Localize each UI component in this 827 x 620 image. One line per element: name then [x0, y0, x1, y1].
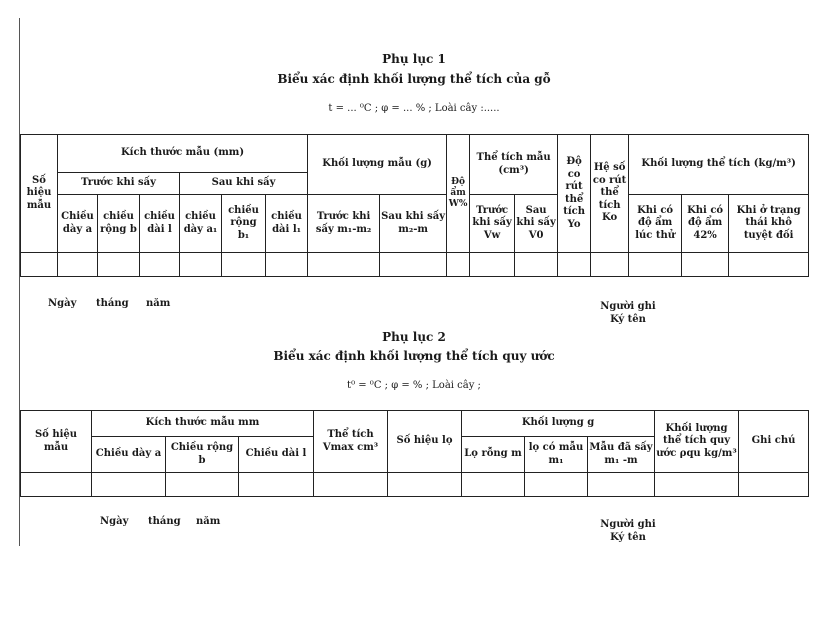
appendix1-title: Biểu xác định khối lượng thể tích của gỗ [277, 72, 551, 86]
appendix2-title: Biểu xác định khối lượng thể tích quy ước [273, 349, 555, 363]
col-do-am: Độ ẩm W% [447, 135, 470, 253]
col-do-co-rut: Độ co rút thể tích Yo [558, 135, 591, 253]
col2-lo-co-mau: lọ có mẫu m₁ [525, 437, 588, 473]
appendix2-conditions: t⁰ = ⁰C ; φ = % ; Loài cây ; [347, 380, 481, 391]
col-kl-sau-khi-say: Sau khi sấy m₂-m [380, 195, 447, 253]
appendix1-conditions: t = ... ⁰C ; φ = ... % ; Loài cây :..... [328, 103, 500, 114]
appendix2-date-line [100, 516, 220, 527]
table-row [21, 473, 809, 497]
col2-chieu-day: Chiều dày a [92, 437, 166, 473]
date-day-label: Ngày [48, 298, 77, 309]
col-tt-truoc-khi-say: Trước khi sấy Vw [470, 195, 515, 253]
col2-so-hieu-lo: Số hiệu lọ [388, 411, 462, 473]
col-chieu-day-a: Chiều dày a [58, 195, 98, 253]
col2-chieu-dai: Chiều dài l [239, 437, 314, 473]
date-day-label: Ngày [100, 516, 129, 527]
signer-sign: Ký tên [610, 314, 646, 325]
col2-khoi-luong: Khối lượng g [462, 411, 655, 437]
col2-the-tich: Thể tích Vmax cm³ [314, 411, 388, 473]
col-he-so-co-rut: Hệ số co rút thể tích Ko [591, 135, 629, 253]
appendix2-signer [588, 518, 668, 544]
signer-sign: Ký tên [610, 532, 646, 543]
col2-lo-rong: Lọ rỗng m [462, 437, 525, 473]
signer-role: Người ghi [600, 301, 656, 312]
col-khoi-luong-mau: Khối lượng mẫu (g) [308, 135, 447, 195]
col-ktt-kho: Khi ở trạng thái khô tuyệt đối [729, 195, 809, 253]
table-row [21, 253, 809, 277]
col-chieu-dai-l: chiều dài l [140, 195, 180, 253]
col-chieu-day-a1: chiều dày a₁ [180, 195, 222, 253]
col2-chieu-rong: Chiều rộng b [166, 437, 239, 473]
col-truoc-khi-say: Trước khi sấy [58, 173, 180, 195]
col-so-hieu-mau: Số hiệu mẫu [21, 135, 58, 253]
signer-role: Người ghi [600, 519, 656, 530]
col2-ghi-chu: Ghi chú [739, 411, 809, 473]
col2-mau-da-say: Mẫu đã sấy m₁ -m [588, 437, 655, 473]
col-tt-sau-khi-say: Sau khi sấy V0 [515, 195, 558, 253]
col-the-tich-mau: Thể tích mẫu (cm³) [470, 135, 558, 195]
col2-so-hieu-mau: Số hiệu mẫu [21, 411, 92, 473]
col-chieu-dai-l1: chiều dài l₁ [266, 195, 308, 253]
appendix2-heading: Phụ lục 2 [382, 330, 446, 344]
date-year-label: năm [196, 516, 221, 527]
date-month-label: tháng [148, 516, 181, 527]
col2-kich-thuoc-mau: Kích thước mẫu mm [92, 411, 314, 437]
appendix2-table [20, 410, 809, 497]
col2-kltt-quy-uoc: Khối lượng thể tích quy ước ρqu kg/m³ [655, 411, 739, 473]
col-sau-khi-say: Sau khi sấy [180, 173, 308, 195]
appendix1-heading: Phụ lục 1 [382, 52, 446, 66]
appendix1-signer [588, 300, 668, 326]
col-chieu-rong-b1: chiều rộng b₁ [222, 195, 266, 253]
col-kl-truoc-khi-say: Trước khi sấy m₁-m₂ [308, 195, 380, 253]
col-ktt-luc-thu: Khi có độ ẩm lúc thử [629, 195, 682, 253]
date-month-label: tháng [96, 298, 129, 309]
appendix1-date-line [48, 298, 170, 309]
date-year-label: năm [146, 298, 171, 309]
col-chieu-rong-b: chiều rộng b [98, 195, 140, 253]
col-kich-thuoc-mau: Kích thước mẫu (mm) [58, 135, 308, 173]
col-ktt-42: Khi có độ ẩm 42% [682, 195, 729, 253]
appendix1-table [20, 134, 809, 277]
col-khoi-luong-the-tich: Khối lượng thể tích (kg/m³) [629, 135, 809, 195]
